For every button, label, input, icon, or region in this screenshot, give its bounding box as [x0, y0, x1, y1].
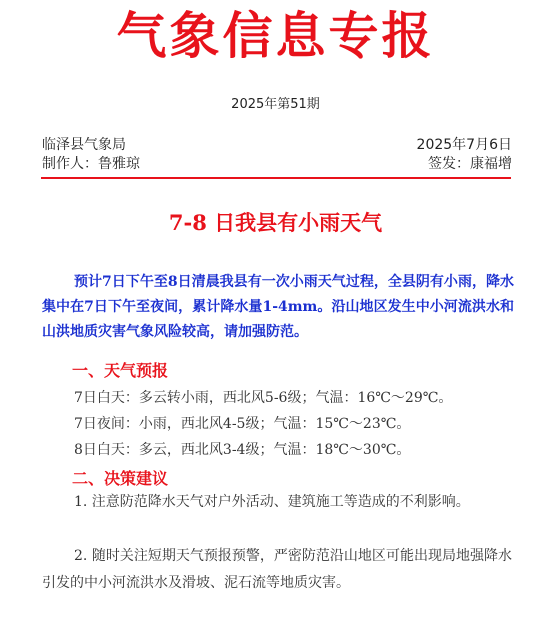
- meta-row-issuer: [42, 134, 512, 154]
- issue-number: 2025年第51期: [231, 97, 320, 112]
- header-divider: [41, 177, 511, 179]
- advice-item: 2. 随时关注短期天气预报预警，严密防范沿山地区可能出现局地强降水引发的中小河流洪水及滑坡、泥石流等地质灾害。: [42, 548, 512, 591]
- advice-item: 1. 注意防范降水天气对户外活动、建筑施工等造成的不利影响。: [74, 494, 470, 510]
- forecast-section-title: 一、天气预报: [72, 361, 169, 380]
- meta-row-author: [42, 153, 512, 173]
- issuer: 临泽县气象局: [42, 137, 126, 153]
- forecast-line: 7日白天：多云转小雨，西北风5-6级；气温：16℃～29℃。: [74, 390, 453, 406]
- issue-date: 2025年7月6日: [416, 137, 512, 153]
- lead-paragraph: 预计7日下午至8日清晨我县有一次小雨天气过程，全县阴有小雨，降水集中在7日下午至夜间，累计降水量1-4mm。沿山地区发生中小河流洪水和山洪地质灾害气象风险较高，请加强防范。: [42, 274, 514, 340]
- headline: 7-8 日我县有小雨天气: [168, 210, 383, 235]
- forecast-line: 7日夜间：小雨，西北风4-5级；气温：15℃～23℃。: [74, 416, 411, 432]
- signer: 签发：康福增: [428, 156, 512, 172]
- masthead-title: 气象信息专报: [116, 7, 435, 65]
- forecast-line: 8日白天：多云，西北风3-4级；气温：18℃～30℃。: [74, 442, 411, 458]
- advice-section-title: 二、决策建议: [72, 469, 169, 488]
- author: 制作人：鲁雅琼: [42, 156, 140, 172]
